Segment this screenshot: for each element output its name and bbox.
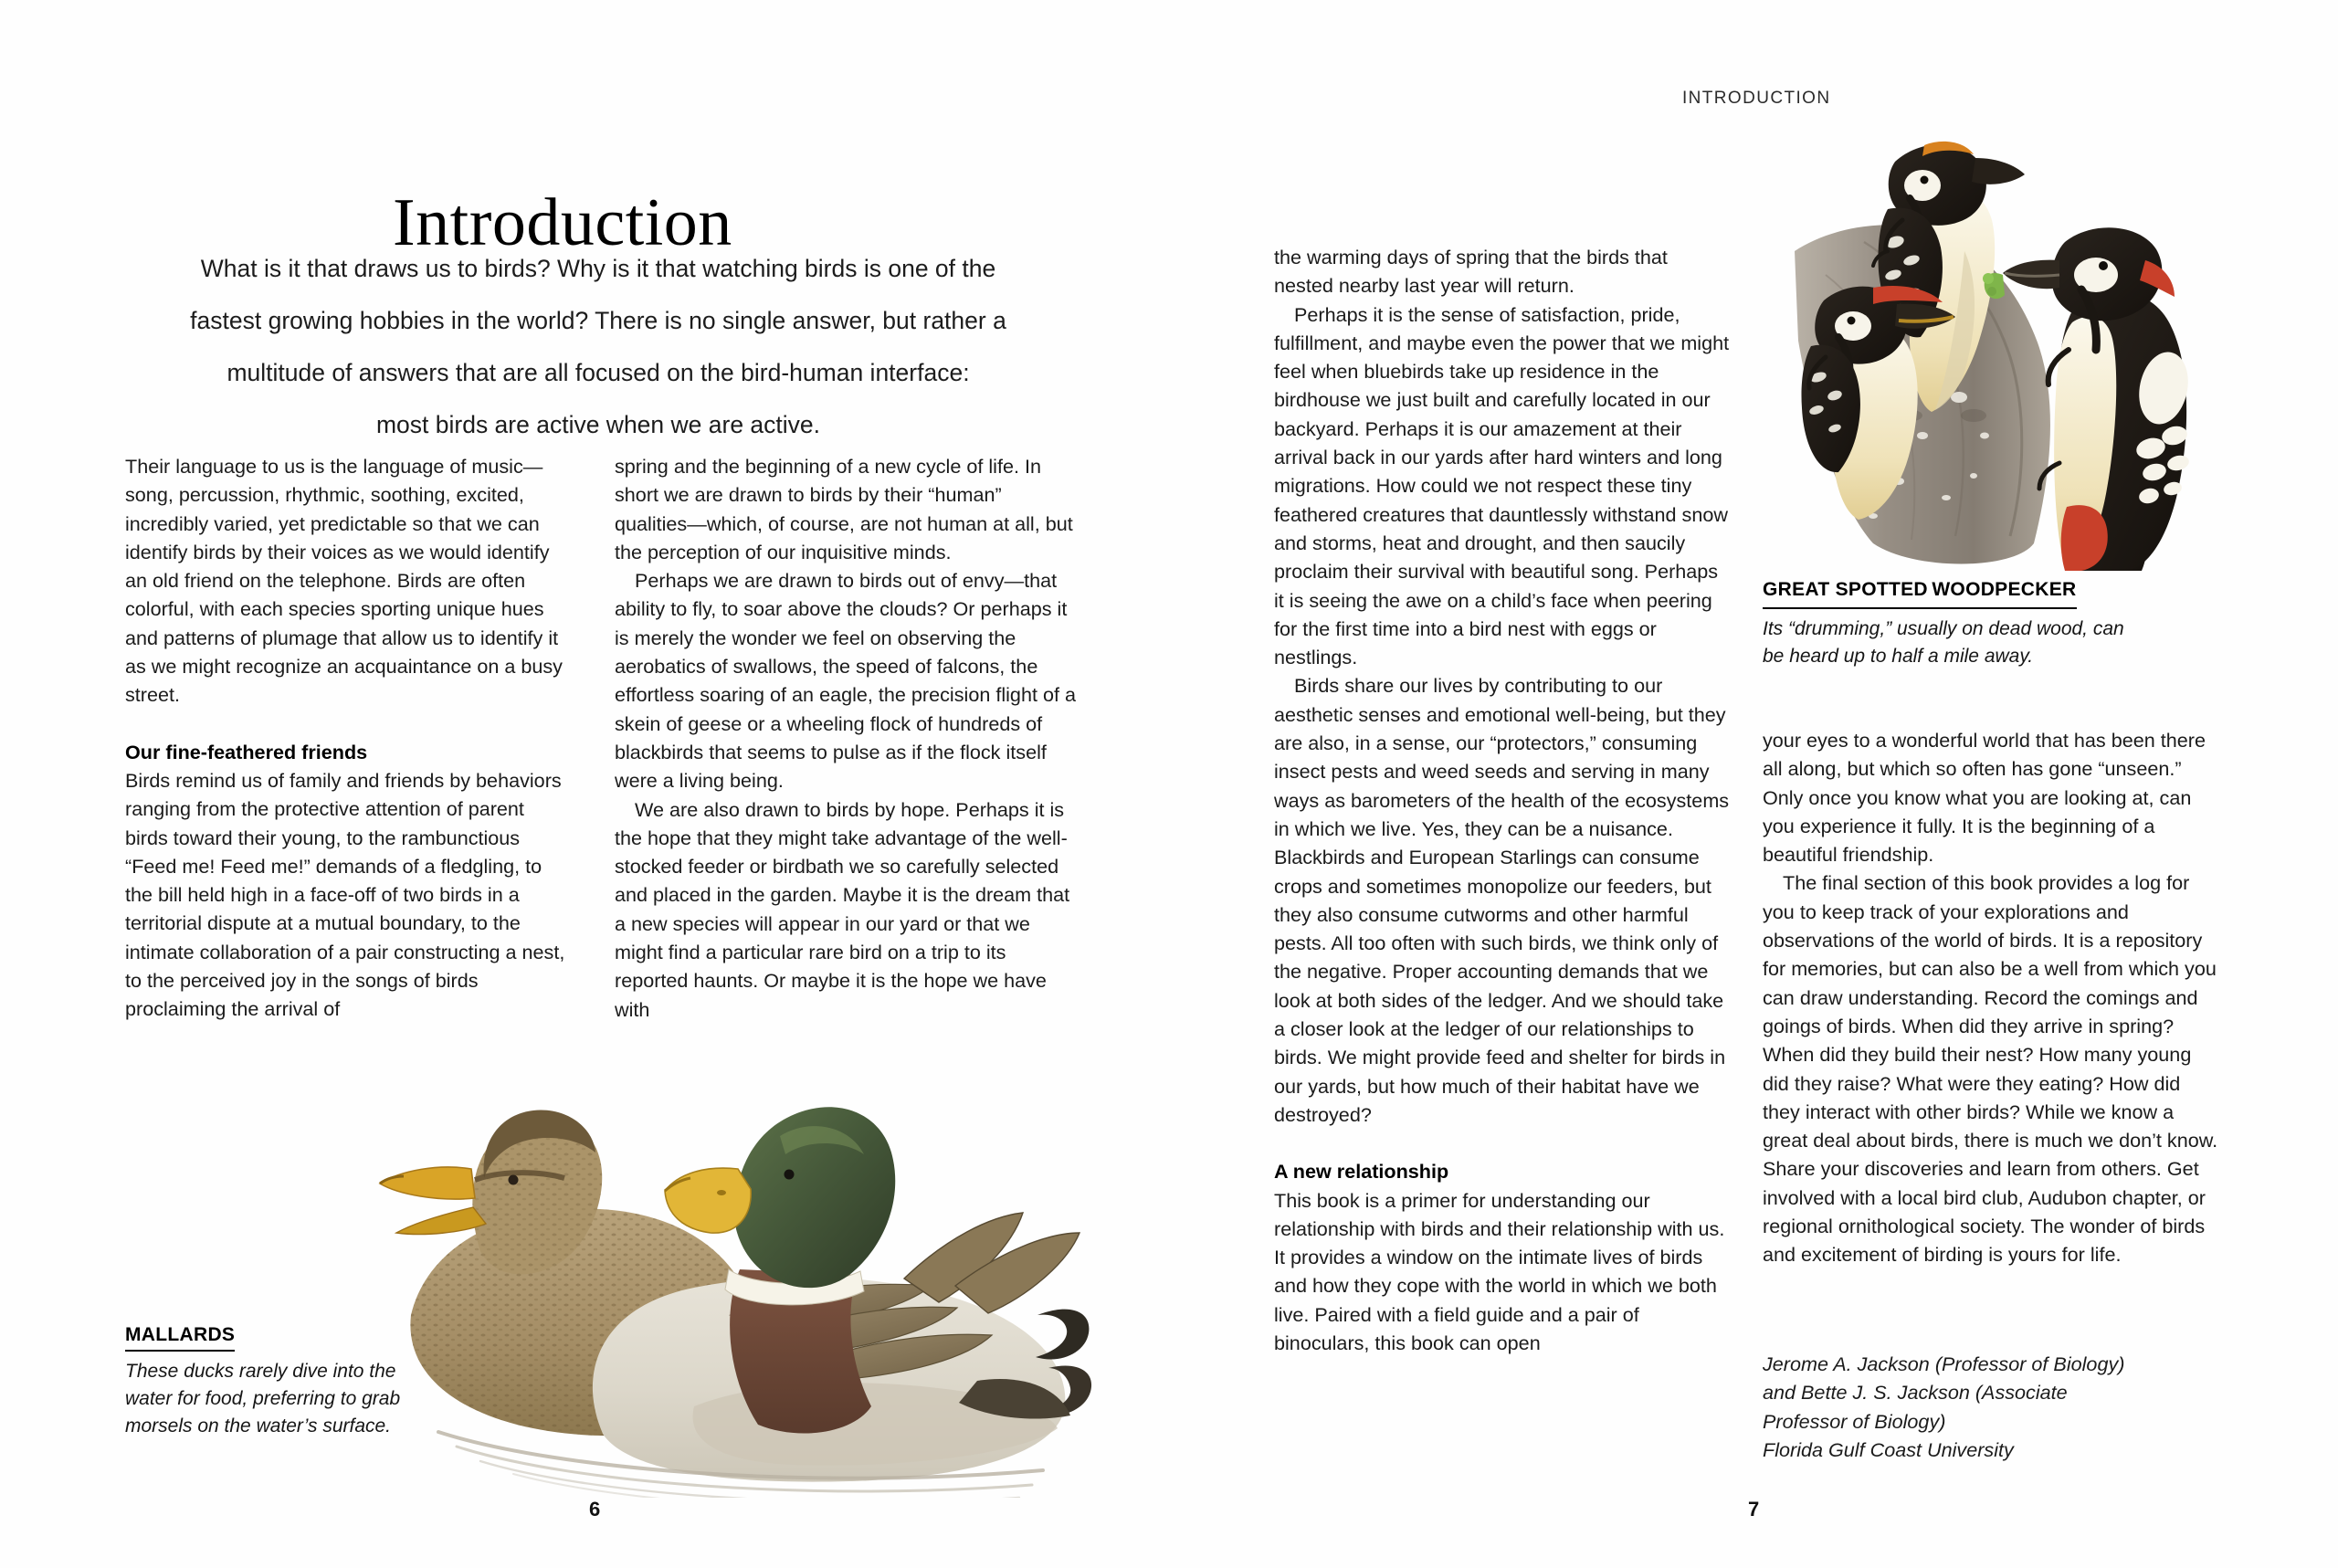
standfirst-line-1: What is it that draws us to birds? Why is it that watching birds is one of the xyxy=(200,255,996,282)
subheading-a-new-relationship: A new relationship xyxy=(1274,1160,1449,1184)
caption-mallards xyxy=(125,1322,427,1440)
caption-woodpecker xyxy=(1763,577,2146,670)
paragraph: Perhaps it is the sense of satisfaction, pride, fulfillment, and maybe even the power that we might feel when bluebirds take up residence in the birdhouse we just built and carefully located in our backyard. Perhaps it is our amazement at their arrival back in our yards after hard winters and long migrations. How could we not respect these tiny feathered creatures that dauntlessly withstand snow and storms, heat and drought, and then saucily proclaim their survival with beautiful song. Perhaps it is seeing the awe on a child’s face when peering for the first time into a bird nest with eggs or nestlings. xyxy=(1274,302,1730,669)
standfirst-line-4: most birds are active when we are active. xyxy=(375,411,821,438)
paragraph: Their language to us is the language of music—song, percussion, rhythmic, soothing, excited, incredibly varied, yet predictable so that we can identify birds by their voices as we would identify an old friend on the telephone. Birds are often colorful, with each species sporting unique hues and patterns of plumage that allow us to identify it as we might recognize an acquaintance on a busy street. xyxy=(125,455,563,707)
standfirst xyxy=(137,243,1059,451)
great-spotted-woodpecker-illustration xyxy=(1785,114,2242,575)
byline-line-3: Professor of Biology) xyxy=(1763,1409,1946,1433)
paragraph: your eyes to a wonderful world that has been there all along, but which so often has gone “unseen.” Only once you know what you are looking at, can you experience it fully. It is the beginning of a beautiful friendship. xyxy=(1763,729,2206,867)
author-byline xyxy=(1763,1350,2219,1464)
byline-line-1: Jerome A. Jackson (Professor of Biology) xyxy=(1763,1352,2125,1375)
paragraph: Birds share our lives by contributing to our aesthetic senses and emotional well-being, but they are also, in a sense, our “protectors,” consuming insect pests and weed seeds and serving in many ways as barometers of the health of the ecosystems in which we live. Yes, they can be a nuisance. Blackbirds and European Starlings can consume crops and sometimes monopolize our feeders, but they also consume cutworms and other harmful pests. All too often with such birds, we think only of the negative. Proper accounting demands that we look at both sides of the ledger. And we should take a closer look at the ledger of our relationships to birds. We might provide feed and shelter for birds in our yards, but how much of their habitat have we destroyed? xyxy=(1274,674,1730,1126)
text-column-4 xyxy=(1763,726,2218,1269)
standfirst-line-2: fastest growing hobbies in the world? There is no single answer, but rather a xyxy=(190,307,1006,334)
caption-title-line-2: WOODPECKER xyxy=(1932,579,2077,600)
text-column-2 xyxy=(615,452,1079,1024)
paragraph: Perhaps we are drawn to birds out of envy—that ability to fly, to soar above the clouds? Or perhaps it is merely the wonder we feel on observing the aerobatics of swallows, the speed of falcons, the effortless soaring of an eagle, the precision flight of a skein of geese or a wheeling flock of hundreds of blackbirds that seems to pulse as if the flock itself were a living being. xyxy=(615,569,1076,793)
caption-body: These ducks rarely dive into the water for food, preferring to grab morsels on the water’s surface. xyxy=(125,1361,401,1436)
text-column-1 xyxy=(125,452,570,1024)
page-number-right: 7 xyxy=(1748,1498,1760,1521)
paragraph: This book is a primer for understanding our relationship with birds and their relationship with us. It provides a window on the intimate lives of birds and how they cope with the world in which we both live. Paired with a field guide and a pair of binoculars, this book can open xyxy=(1274,1188,1725,1354)
byline-line-4: Florida Gulf Coast University xyxy=(1763,1437,2014,1461)
byline-line-2: and Bette J. S. Jackson (Associate xyxy=(1763,1381,2068,1405)
paragraph: We are also drawn to birds by hope. Perhaps it is the hope that they might take advantage of the well-stocked feeder or birdbath we so carefully selected and placed in the garden. Maybe it is the dream that a new species will appear in our yard or that we might find a particular rare bird on a trip to its reported haunts. Or maybe it is the hope we have with xyxy=(615,797,1070,1021)
text-column-3 xyxy=(1274,243,1731,1357)
paragraph: The final section of this book provides a log for you to keep track of your explorations and observations of the world of birds. It is a repository for memories, but can also be a well from which you can draw understanding. Record the comings and goings of birds. When did they arrive in spring? When did they build their nest? How many young did they raise? What were they eating? How did they interact with other birds? While we know a great deal about birds, there is much we don’t know. Share your discoveries and learn from others. Get involved with a local bird club, Audubon chapter, or regional ornithological society. The wonder of birds and excitement of birding is yours for life. xyxy=(1763,871,2218,1267)
caption-body: Its “drumming,” usually on dead wood, can be heard up to half a mile away. xyxy=(1763,618,2124,667)
page-number-left: 6 xyxy=(589,1498,601,1521)
standfirst-line-3: multitude of answers that are all focused on the bird-human interface: xyxy=(226,359,970,386)
caption-title-line-1: GREAT SPOTTED xyxy=(1763,579,1928,600)
paragraph: Birds remind us of family and friends by behaviors ranging from the protective attention of parent birds toward their young, to the rambunctious “Feed me! Feed me!” demands of a fledgling, to the bill held high in a face-off of two birds in a territorial dispute at a mutual boundary, to the intimate collaboration of a pair constructing a nest, to the perceived joy in the songs of birds proclaiming the arrival of xyxy=(125,768,565,1021)
subheading-our-fine-feathered-friends: Our fine-feathered friends xyxy=(125,740,368,763)
running-head: INTRODUCTION xyxy=(1682,89,1831,108)
page-title: Introduction xyxy=(393,184,732,260)
caption-title: MALLARDS xyxy=(125,1322,235,1352)
paragraph: spring and the beginning of a new cycle of life. In short we are drawn to birds by their “human” qualities—which, of course, are not human at all, but the perception of our inquisitive minds. xyxy=(615,455,1073,563)
paragraph: the warming days of spring that the birds that nested nearby last year will return. xyxy=(1274,246,1668,298)
